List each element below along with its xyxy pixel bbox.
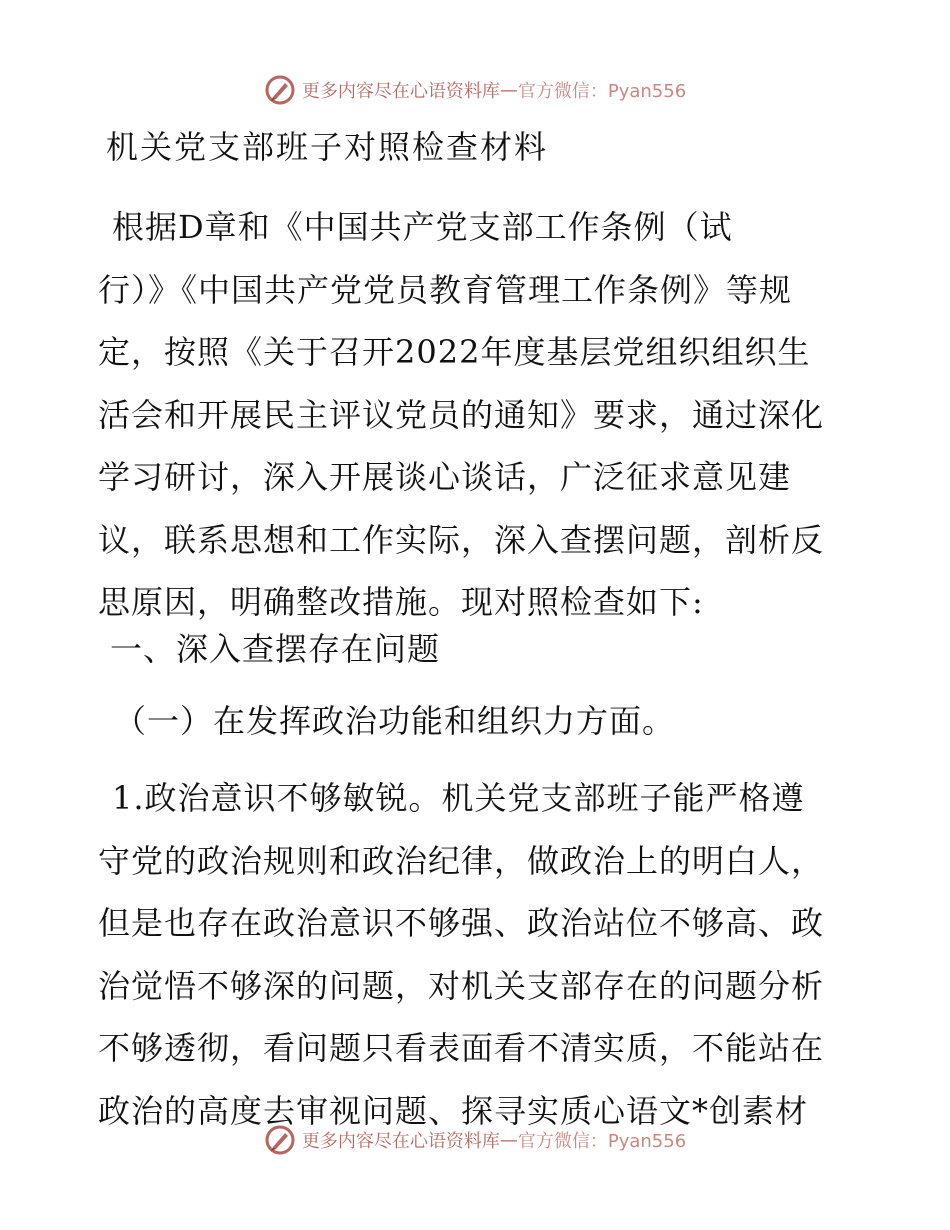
item-line: 1.政治意识不够敏锐。机关党支部班子能严格遵 <box>112 779 805 817</box>
header-watermark <box>0 70 950 110</box>
item-line: 但是也存在政治意识不够强、政治站位不够高、政 <box>98 904 825 942</box>
watermark-text: 更多内容尽在心语资料库 <box>301 1131 500 1152</box>
watermark-wechat: 官方微信：Pyan556 <box>517 1131 687 1152</box>
item-paragraph <box>98 767 850 1142</box>
item-line: 守党的政治规则和政治纪律，做政治上的明白人， <box>98 841 825 880</box>
item-line: 政治的高度去审视问题、探寻实质心语文*创素材 <box>98 1091 809 1130</box>
intro-line: 行）》《中国共产党党员教育管理工作条例》等规 <box>98 270 793 309</box>
item-line: 治觉悟不够深的问题，对机关支部存在的问题分析 <box>98 966 825 1005</box>
document-title: 机关党支部班子对照检查材料 <box>106 128 549 166</box>
intro-paragraph <box>98 196 850 634</box>
footer-watermark <box>0 1120 950 1160</box>
watermark-wechat: 官方微信：Pyan556 <box>517 81 687 102</box>
item-line: 不够透彻，看问题只看表面看不清实质，不能站在 <box>98 1029 825 1067</box>
intro-line: 根据D章和《中国共产党支部工作条例（试 <box>112 208 733 246</box>
watermark-separator: — <box>499 1129 518 1151</box>
intro-line: 议，联系思想和工作实际，深入查摆问题，剖析反 <box>98 520 825 559</box>
watermark-text: 更多内容尽在心语资料库 <box>301 81 500 102</box>
pen-logo-icon <box>264 1124 296 1156</box>
pen-logo-icon <box>264 74 296 106</box>
section-heading: 一、深入查摆存在问题 <box>110 630 441 668</box>
intro-line: 定，按照《关于召开2022年度基层党组织组织生 <box>98 333 811 371</box>
intro-line: 思原因，明确整改措施。现对照检查如下: <box>98 583 704 621</box>
subsection-heading: （一）在发挥政治功能和组织力方面。 <box>114 702 676 740</box>
intro-line: 学习研讨，深入开展谈心谈话，广泛征求意见建 <box>98 458 792 496</box>
watermark-separator: — <box>499 79 518 101</box>
intro-line: 活会和开展民主评议党员的通知》要求，通过深化 <box>98 395 825 434</box>
